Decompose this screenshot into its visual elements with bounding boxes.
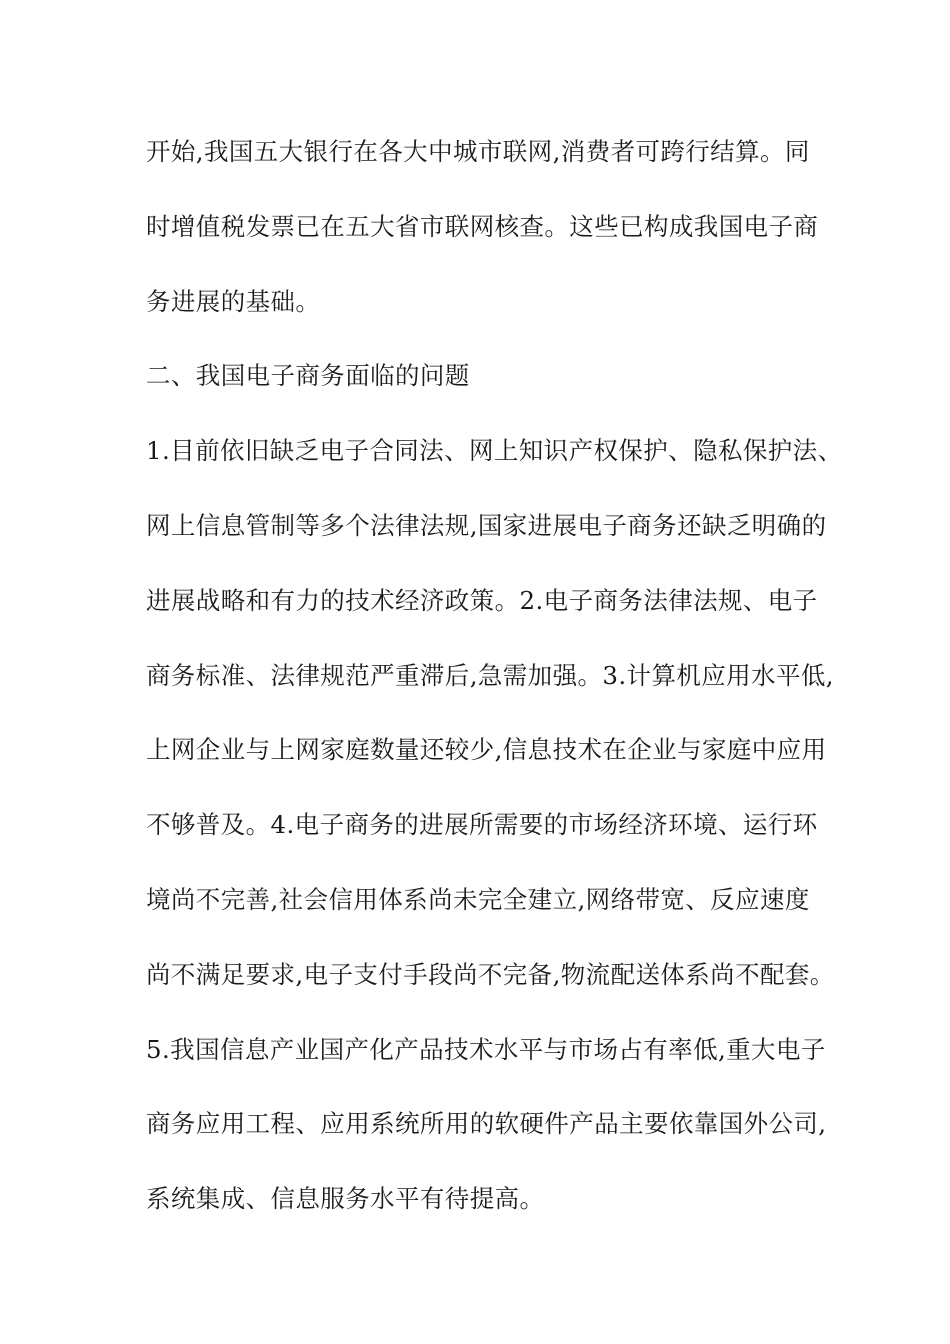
text-line: 尚不满足要求,电子支付手段尚不完备,物流配送体系尚不配套。 — [146, 959, 835, 989]
text-line: 境尚不完善,社会信用体系尚未完全建立,网络带宽、反应速度 — [146, 884, 810, 914]
body-text — [146, 134, 846, 1256]
text-line: 网上信息管制等多个法律法规,国家进展电子商务还缺乏明确的 — [146, 510, 827, 540]
text-line: 5.我国信息产业国产化产品技术水平与市场占有率低,重大电子 — [146, 1034, 826, 1064]
text-line: 时增值税发票已在五大省市联网核查。这些已构成我国电子商 — [146, 211, 819, 241]
text-line: 系统集成、信息服务水平有待提高。 — [146, 1184, 545, 1214]
text-line: 商务应用工程、应用系统所用的软硬件产品主要依靠国外公司, — [146, 1109, 827, 1139]
text-line: 不够普及。4.电子商务的进展所需要的市场经济环境、运行环 — [146, 810, 818, 840]
text-line: 1.目前依旧缺乏电子合同法、网上知识产权保护、隐私保护法、 — [146, 436, 843, 466]
section-heading: 二、我国电子商务面临的问题 — [146, 361, 470, 391]
text-line: 开始,我国五大银行在各大中城市联网,消费者可跨行结算。同 — [146, 137, 810, 166]
text-line: 上网企业与上网家庭数量还较少,信息技术在企业与家庭中应用 — [146, 735, 827, 765]
text-line: 进展战略和有力的技术经济政策。2.电子商务法律法规、电子 — [146, 585, 818, 615]
text-line: 商务标准、法律规范严重滞后,急需加强。3.计算机应用水平低, — [146, 660, 834, 690]
text-line: 务进展的基础。 — [146, 286, 321, 316]
